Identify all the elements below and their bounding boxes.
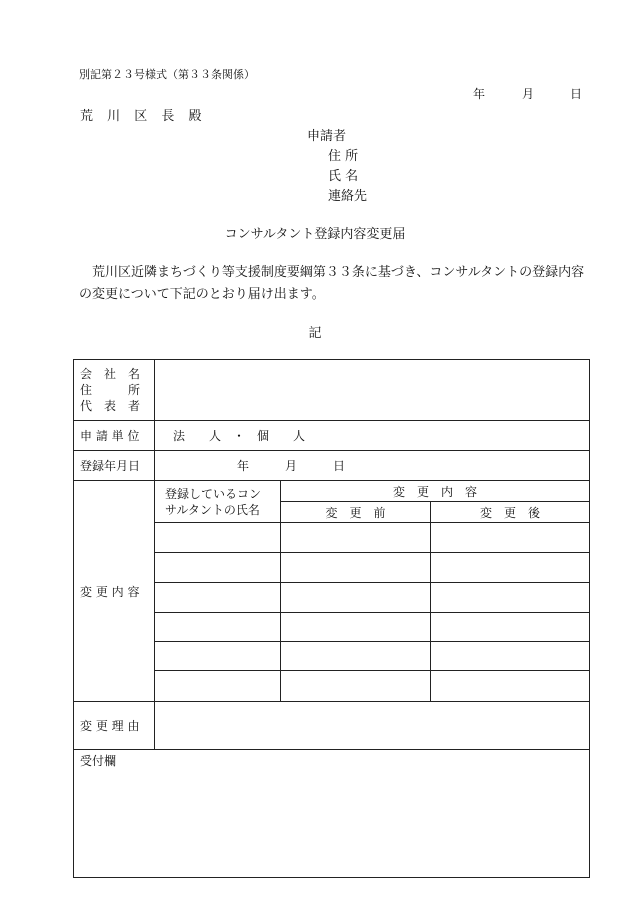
- after-change-header: 変 更 後: [431, 502, 590, 523]
- body-text: 荒川区近隣まちづくり等支援制度要綱第３３条に基づき、コンサルタントの登録内容の変更について下記のとおり届け出ます。: [79, 265, 585, 302]
- before-change-cell[interactable]: [281, 583, 431, 613]
- before-change-cell[interactable]: [281, 671, 431, 702]
- after-change-cell[interactable]: [431, 553, 590, 583]
- applicant-address-label: 住 所: [328, 149, 359, 164]
- after-change-cell[interactable]: [431, 613, 590, 642]
- consultant-name-cell[interactable]: [155, 613, 281, 642]
- consultant-name-cell[interactable]: [155, 642, 281, 671]
- registration-change-table: [73, 359, 590, 878]
- consultant-name-header: [155, 481, 281, 523]
- date-year: 年: [473, 87, 486, 101]
- before-change-cell[interactable]: [281, 613, 431, 642]
- after-change-cell[interactable]: [431, 583, 590, 613]
- registration-date-field[interactable]: [155, 451, 590, 481]
- after-change-cell[interactable]: [431, 642, 590, 671]
- consultant-name-cell[interactable]: [155, 671, 281, 702]
- before-change-header: 変 更 前: [281, 502, 431, 523]
- registration-date-label: 登録年月日: [74, 451, 155, 481]
- applicant-unit-label: 申 請 単 位: [74, 421, 155, 451]
- change-reason-label: 変 更 理 由: [74, 702, 155, 750]
- form-number: 別記第２３号様式（第３３条関係）: [79, 68, 255, 81]
- date-day: 日: [570, 87, 583, 101]
- consultant-name-line2: サルタントの氏名: [165, 502, 260, 517]
- reg-date-month: 月: [285, 459, 298, 473]
- reception-label: 受付欄: [80, 754, 117, 768]
- consultant-name-cell[interactable]: [155, 553, 281, 583]
- company-info-field[interactable]: [155, 360, 590, 421]
- change-content-header: 変 更 内 容: [281, 481, 590, 502]
- consultant-name-line1: 登録しているコン: [165, 486, 262, 501]
- change-content-label: 変 更 内 容: [74, 481, 155, 702]
- consultant-name-cell[interactable]: [155, 583, 281, 613]
- applicant-name-label: 氏 名: [328, 169, 359, 184]
- applicant-unit-options[interactable]: 法 人 ・ 個 人: [155, 421, 590, 451]
- applicant-heading: 申請者: [307, 129, 347, 144]
- ki-heading: 記: [308, 326, 322, 341]
- before-change-cell[interactable]: [281, 523, 431, 553]
- reception-area: [74, 750, 590, 878]
- after-change-cell[interactable]: [431, 671, 590, 702]
- after-change-cell[interactable]: [431, 523, 590, 553]
- before-change-cell[interactable]: [281, 642, 431, 671]
- reg-date-year: 年: [237, 459, 250, 473]
- reg-date-day: 日: [333, 459, 346, 473]
- applicant-contact-label: 連絡先: [328, 189, 368, 204]
- date-month: 月: [522, 87, 535, 101]
- change-reason-field[interactable]: [155, 702, 590, 750]
- company-name-label: 会 社 名: [80, 367, 141, 381]
- document-title: コンサルタント登録内容変更届: [224, 227, 406, 242]
- representative-label: 代 表 者: [80, 399, 141, 413]
- addressee: 荒 川 区 長 殿: [80, 109, 203, 124]
- company-info-label: [74, 360, 155, 421]
- consultant-name-cell[interactable]: [155, 523, 281, 553]
- company-address-label: 住 所: [80, 383, 141, 397]
- before-change-cell[interactable]: [281, 553, 431, 583]
